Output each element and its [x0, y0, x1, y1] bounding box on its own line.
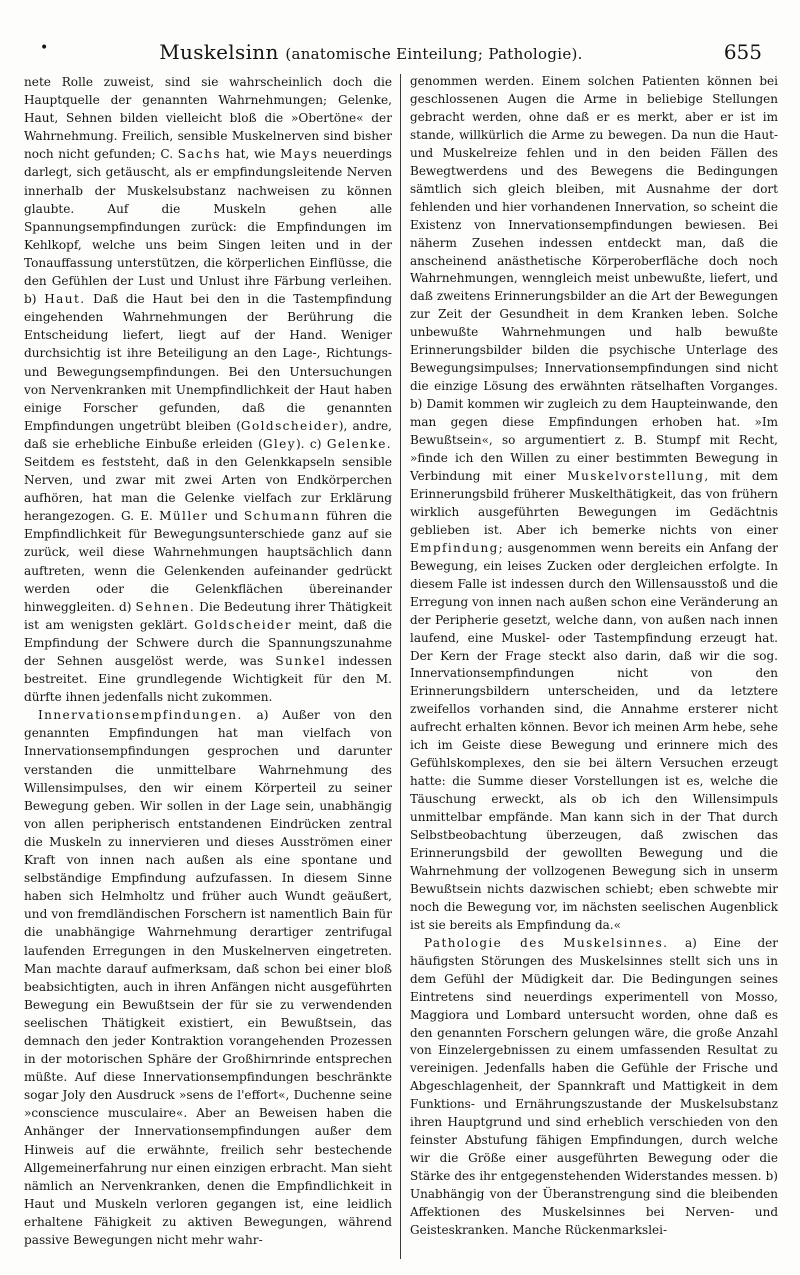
column-divider: [400, 74, 401, 1259]
section-heading-innervation: Innervationsempfindungen.: [38, 708, 243, 723]
section-term-gelenke: Gelenke.: [326, 436, 392, 451]
emphasized-name: Goldscheider: [194, 617, 292, 632]
text-run: führen die Empfindlichkeit für Bewegungsunterschiede ganz auf sie zurück, weil diese Wahrnehmungen hauptsächlich dann auftreten, wenn die Gelenkenden aufeinander gedrückt werden oder die Gelenkflächen übereinander hinweggleiten. d): [24, 509, 392, 614]
running-title: [40, 40, 702, 64]
text-run: Seitdem es feststeht, daß in den Gelenkkapseln sensible Nerven, und zwar mit zwei Arten von Endkörperchen aufhören, hat man die Gelenke vielfach zur Erklärung herangezogen. G. E.: [24, 454, 392, 524]
text-run: ; ausgenommen wenn bereits ein Anfang der Bewegung, ein leises Zucken oder dergleichen erfolgte. In diesem Falle ist indessen durch den Willensausstoß und die Erregung von innen nach außen schon eine Veränderung an der Peripherie gesetzt, welche dann, von außen nach innen laufend, eine Muskel- oder Tastempfindung erzeugt hat. Der Kern der Frage steckt also darin, daß wir die sog. Innervationsempfindungen nicht von den Erinnerungsbildern unterscheiden, und da letztere zweifellos vorhanden sind, die Annahme ersterer nicht aufrecht erhalten können. Bevor ich meinen Arm hebe, sehe ich im Geiste diese Bewegung und erinnere mich des Gefühlskomplexes, den sie bei ältern Versuchen erzeugt hatte: die Summe dieser Vorstellungen ist es, welche die Täuschung erweckt, als ob ich den Willensimpuls unmittelbar empfände. Man kann sich in der That durch Selbstbeobachtung überzeugen, daß zwischen das Erinnerungsbild der gewollten Bewegung und die Wahrnehmung der vollzogenen Bewegung sich in unserm Bewußtsein nichts dazwischen schiebt; eben schwebte mir noch die Bewegung vor, im nächsten seelischen Augenblick ist sie bereits als Empfindung da.«: [410, 540, 778, 932]
emphasized-name: Sachs: [177, 147, 221, 162]
text-run: a) Eine der häufigsten Störungen des Muskelsinnes stellt sich uns in dem Gefühl der Müdigkeit dar. Die Bedingungen seines Eintretens sind neuerdings experimentell von Mosso, Maggiora und Lombard untersucht worden, ohne daß es den genannten Forschern gelungen wäre, die große Anzahl von Einzelergebnissen zu einem umfassenden Resultat zu vereinigen. Jedenfalls haben die Gefühle der Frische und Abgeschlagenheit, der Spannkraft und Mattigkeit in dem Funktions- und Ernährungszustande der Muskelsubstanz ihren Hauptgrund und sind erheblich verschieden von den feinster Abstufung fähigen Empfindungen, durch welche wir die Größe einer ausgeführten Bewegung oder die Stärke des ihr entgegenstehenden Widerstandes messen. b) Unabhängig von der Überanstrengung sind die bleibenden Affektionen des Muskelsinnes bei Nerven- und Geisteskranken. Manche Rückenmarkslei-: [410, 935, 778, 1237]
paragraph-muskelnerven: [24, 73, 392, 706]
emphasized-name: Müller: [159, 509, 209, 524]
text-run: indessen bestreitet. Eine grundlegende Wichtigkeit für den M. dürfte ihnen jedenfalls nicht zukommen.: [24, 654, 392, 705]
text-run: ), andre, daß sie erhebliche Einbuße erleiden (: [24, 418, 392, 451]
text-run: Die Bedeutung ihrer Thätigkeit ist am wenigsten geklärt.: [24, 599, 392, 632]
paragraph-innervation-continued: [410, 73, 778, 935]
section-heading-pathologie: Pathologie des Muskelsinnes.: [424, 935, 669, 950]
section-term-sehnen: Sehnen.: [135, 599, 196, 614]
text-run: , mit dem Erinnerungsbild früherer Muskelthätigkeit, das von frühern wirklich ausgeführten Bewegungen im Gedächtnis geblieben ist. Aber ich bemerke nichts von einer: [410, 468, 778, 537]
text-run: neuerdings darlegt, sich getäuscht, als er empfindungsleitende Nerven innerhalb der Muskelsubstanz nachweisen zu können glaubte. Auf die Muskeln gehen alle Spannungsempfindungen zurück: die Empfindungen im Kehlkopf, welche uns beim Singen leiten und in der Tonauffassung unterstützen, die körperlichen Einflüsse, die den Gefühlen der Lust und Unlust ihre Färbung verleihen. b): [24, 147, 392, 307]
running-title-main: Muskelsinn: [159, 40, 279, 64]
page-number: 655: [723, 40, 762, 64]
text-run: a) Außer von den genannten Empfindungen hat man vielfach von Innervationsempfindungen gesprochen und darunter verstanden die unmittelbare Wahrnehmung des Willensimpulses, den wir einem Körperteil zu seiner Bewegung geben. Wir sollen in der Lage sein, unabhängig von allen peripherisch entstandenen Eindrücken zentral die Muskeln zu innervieren und dieses Ausströmen einer Kraft von innen nach außen als eine spontane und selbständige Empfindung aufzufassen. In diesem Sinne haben sich Helmholtz und früher auch Wundt geäußert, und von fremdländischen Forschern ist namentlich Bain für die unabhängige Wahrnehmung derartiger zentrifugal laufenden Erregungen in den Muskelnerven eingetreten. Man machte darauf aufmerksam, daß schon bei einer bloß beabsichtigten, auch in ihren Anfängen nicht ausgeführten Bewegung ein Bewußtsein der für sie zu verwendenden seelischen Thätigkeit existiert, ein Bewußtsein, das demnach den jeder Kontraktion vorangehenden Prozessen in der motorischen Sphäre der Großhirnrinde entsprechen müßte. Auf diese Innervationsempfindungen beschränkte sogar Joly den Ausdruck »sens de l'effort«, Duchenne seine »conscience musculaire«. Aber an Beweisen haben die Anhänger der Innervationsempfindungen außer dem Hinweis auf die erwähnte, freilich sehr bestechende Allgemeinerfahrung nur einen einzigen erbracht. Man sieht nämlich an Nervenkranken, denen die Empfindlichkeit in Haut und Muskeln verloren gegangen ist, eine leidlich erhaltene Fähigkeit zu aktiven Bewegungen, während passive Bewegungen nicht mehr wahr-: [24, 708, 392, 1247]
text-run: und: [208, 509, 244, 524]
running-title-subtitle: (anatomische Einteilung; Pathologie).: [285, 45, 583, 63]
text-run: genommen werden. Einem solchen Patienten können bei geschlossenen Augen die Arme in beliebige Stellungen gebracht werden, ohne daß er es merkt, aber er ist im stande, willkürlich die Arme zu bewegen. Da nun die Haut- und Muskelreize fehlen und in den beiden Fällen des Bewegtwerdens und des Bewegens die Bedingungen sämtlich sich gleich bleiben, mit Ausnahme der dort fehlenden und hier vorhandenen Innervation, so scheint die Existenz von Innervationsempfindungen bewiesen. Bei näherm Zusehen indessen entdeckt man, daß die anscheinend anästhetische Körperoberfläche doch noch Wahrnehmungen, wenngleich meist unbewußte, liefert, und daß zweitens Erinnerungsbilder an die Art der Bewegungen zur Zeit der Gesundheit in dem Kranken leben. Solche unbewußte Wahrnehmungen und halb bewußte Erinnerungsbilder bilden die psychische Unterlage des Bewegungsimpulses; Innervationsempfindungen sind nicht die einzige Lösung des erwähnten rätselhaften Vorganges. b) Damit kommen wir zugleich zu dem Haupteinwande, den man gegen diese Empfindungen erhoben hat. »Im Bewußtsein«, so argumentiert z. B. Stumpf mit Recht, »finde ich den Willen zu einer bestimmten Bewegung in Verbindung mit einer: [410, 74, 778, 483]
text-run: Daß die Haut bei den in die Tastempfindung eingehenden Wahrnehmungen der Berührung die Entscheidung liefert, liegt auf der Hand. Weniger durchsichtig ist ihre Beteiligung an den Lage-, Richtungs- und Bewegungsempfindungen. Bei den Untersuchungen von Nervenkranken mit Unempfindlichkeit der Haut haben einige Forscher gefunden, daß die genannten Empfindungen ungetrübt bleiben (: [24, 292, 392, 433]
emphasized-name: Mays: [280, 147, 319, 162]
text-run: ). c): [295, 436, 327, 451]
emphasized-term: Muskelvorstellung: [567, 468, 705, 483]
text-run: hat, wie: [221, 147, 281, 162]
emphasized-name: Goldscheider: [240, 418, 339, 433]
right-column: [410, 73, 778, 1240]
text-run: nete Rolle zuweist, sind sie wahrscheinlich doch die Hauptquelle der genannten Wahrnehmungen; Gelenke, Haut, Sehnen bilden vielleicht bloß die »Obertöne« der Wahrnehmung. Freilich, sensible Muskelnerven sind bisher noch nicht gefunden; C.: [24, 75, 392, 162]
section-term-haut: Haut.: [44, 292, 86, 307]
emphasized-name: Schumann: [244, 509, 321, 524]
paragraph-innervationsempfindungen: [24, 706, 392, 1249]
emphasized-name: Gley: [262, 436, 296, 451]
left-column: [24, 73, 392, 1249]
page-header: [40, 30, 762, 70]
emphasized-name: Sunkel: [275, 654, 326, 668]
emphasized-term: Empfindung: [410, 540, 499, 555]
paragraph-pathologie: [410, 935, 778, 1240]
text-run: meint, daß die Empfindung der Schwere durch die Spannungszunahme der Sehnen ausgelöst werde, was: [24, 617, 392, 668]
margin-mark: •: [40, 40, 49, 56]
